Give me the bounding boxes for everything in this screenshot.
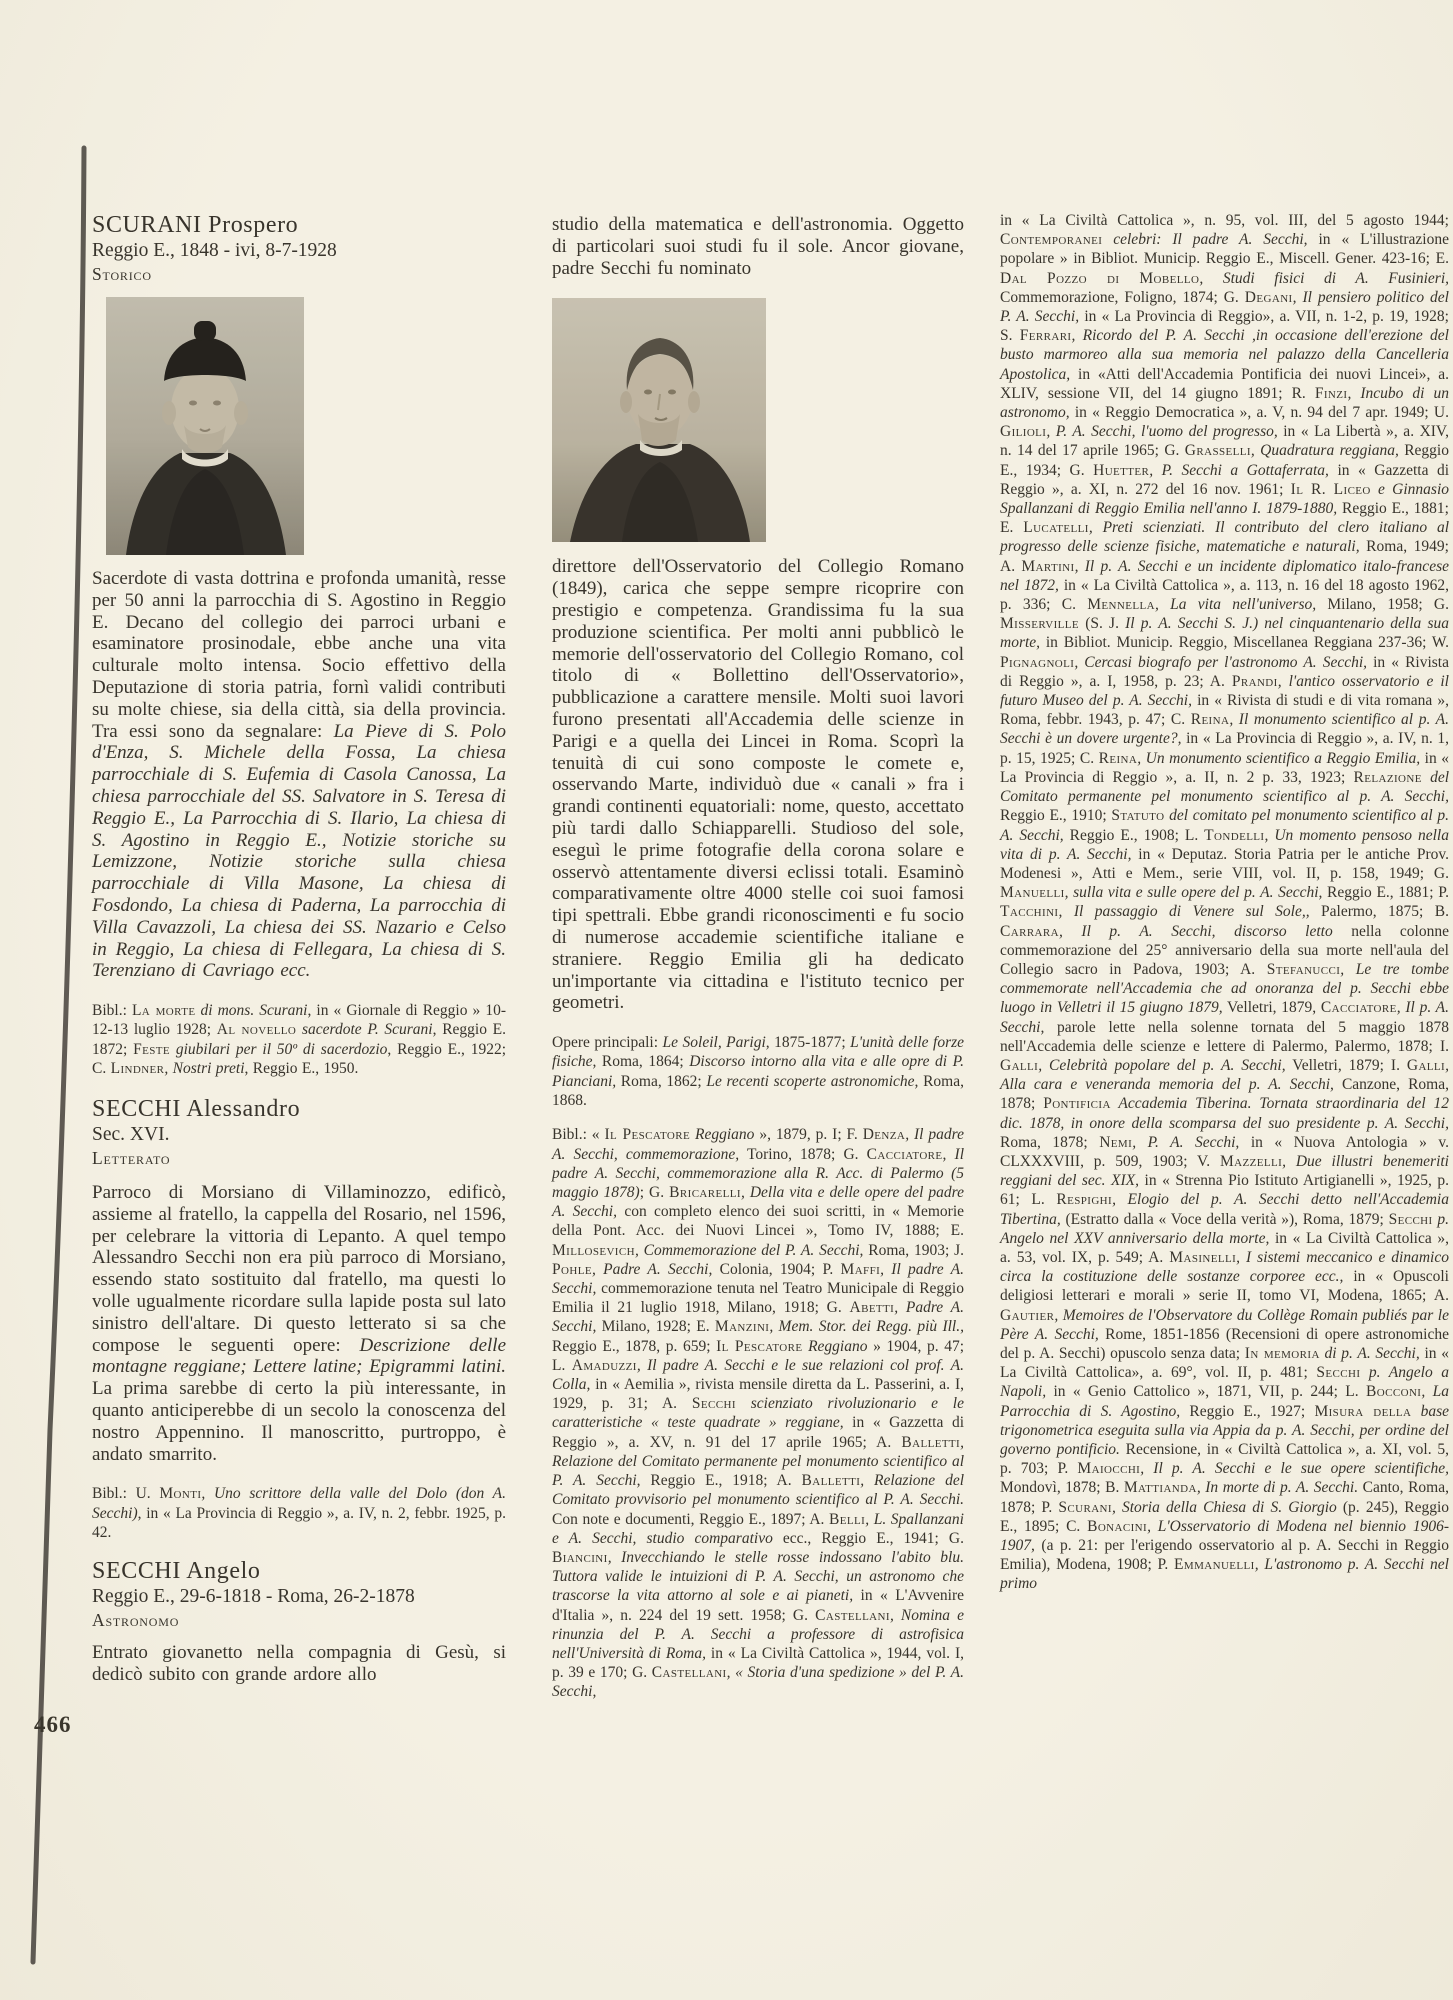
entry-name: SECCHI Angelo	[92, 1557, 261, 1584]
entry-role: Astronomo	[92, 1609, 180, 1630]
entry-dates: Reggio E., 29-6-1818 - Roma, 26-2-1878	[92, 1585, 415, 1607]
entry-paragraph-secchi-alessandro: Parroco di Morsiano di Villaminozzo, edificò, assieme al fratello, la cappella del Rosario, nel 1596, per celebrare la vittoria di Lepanto. A quel tempo Alessandro Secchi non era più parroco di Morsiano, essendo stato sostituito dal fratello, ma questi lo volle ugualmente ricordare sulla lapide posta sul lato sinistro dell'altare. Di questo letterato si sa che compose le seguenti opere: Descrizione delle montagne reggiane; Lettere latine; Epigrammi latini. La prima sarebbe di certo la più interessante, in quanto anticiperebbe di un secolo la conoscenza del nostro Appennino. Il manoscritto, purtroppo, è andato smarrito.	[92, 1181, 507, 1465]
entry-paragraph-secchi-angelo-col1: Entrato giovanetto nella compagnia di Gesù, si dedicò subito con grande ardore allo	[92, 1641, 506, 1685]
bibliography-secchi-angelo-col2: Bibl.: « Il Pescatore Reggiano », 1879, p. I; F. Denza, Il padre A. Secchi, commemorazione, Torino, 1878; G. Cacciatore, Il padre A. Secchi, commemorazione alla R. Acc. di Palermo (5 maggio 1878); G. Bricarelli, Della vita e delle opere del padre A. Secchi, con completo elenco dei suoi scritti, in « Memorie della Pont. Acc. dei Nuovi Lincei », Tomo IV, 1888; E. Millosevich, Commemorazione del P. A. Secchi, Roma, 1903; J. Pohle, Padre A. Secchi, Colonia, 1904; P. Maffi, Il padre A. Secchi, commemorazione tenuta nel Teatro Municipale di Reggio Emilia il 21 luglio 1918, Milano, 1918; G. Abetti, Padre A. Secchi, Milano, 1928; E. Manzini, Mem. Stor. dei Regg. più Ill., Reggio E., 1878, p. 659; Il Pescatore Reggiano » 1904, p. 47; L. Amaduzzi, Il padre A. Secchi e le sue relazioni col prof. A. Colla, in « Aemilia », rivista mensile diretta da L. Passerini, a. I, 1929, p. 31; A. Secchi scienziato rivoluzionario e le caratteristiche « teste quadrate » reggiane, in « Gazzetta di Reggio », a. XV, n. 91 del 17 aprile 1965; A. Balletti, Relazione del Comitato permanente pel monumento scientifico al P. A. Secchi, Reggio E., 1918; A. Balletti, Relazione del Comitato provvisorio pel monumento scientifico al P. A. Secchi. Con note e documenti, Reggio E., 1897; A. Belli, L. Spallanzani e A. Secchi, studio comparativo ecc., Reggio E., 1941; G. Biancini, Invecchiando le stelle rosse indossano l'abito blu. Tuttora valide le intuizioni di P. A. Secchi, un astronomo che trascorse la vita attorno al sole e ai pianeti, in « L'Avvenire d'Italia », n. 224 del 19 sett. 1958; G. Castellani, Nomina e rinunzia del P. A. Secchi a professore di astrofisica nell'Università di Roma, in « La Civiltà Cattolica », 1944, vol. I, p. 39 e 170; G. Castellani, « Storia d'una spedizione » del P. A. Secchi,	[552, 1126, 965, 1701]
bibliography-scurani: Bibl.: La morte di mons. Scurani, in « Giornale di Reggio » 10-12-13 luglio 1928; Al novello sacerdote P. Scurani, Reggio E. 1872; Feste giubilari per il 50º di sacerdozio, Reggio E., 1922; C. Lindner, Nostri preti, Reggio E., 1950.	[92, 1002, 507, 1077]
entry-role: Letterato	[92, 1147, 171, 1168]
portrait-photo-secchi-angelo	[552, 298, 766, 542]
entry-heading-secchi-angelo	[92, 1558, 506, 1632]
portrait-photo-scurani	[106, 297, 304, 555]
entry-role: Storico	[92, 264, 152, 284]
entry-heading-secchi-alessandro	[92, 1096, 506, 1170]
bibliography-secchi-alessandro: Bibl.: U. Monti, Uno scrittore della valle del Dolo (don A. Secchi), in « La Provincia di Reggio », a. IV, n. 2, febbr. 1925, p. 42.	[92, 1485, 506, 1541]
works-list-secchi-angelo: Opere principali: Le Soleil, Parigi, 1875-1877; L'unità delle forze fisiche, Roma, 1864; Discorso intorno alla vita e alle opre di P. Pianciani, Roma, 1862; Le recenti scoperte astronomiche, Roma, 1868.	[552, 1034, 965, 1109]
entry-heading-scurani	[92, 212, 506, 286]
page-number: 466	[34, 1712, 72, 1737]
entry-dates: Reggio E., 1848 - ivi, 8-7-1928	[92, 240, 337, 261]
entry-paragraph-secchi-angelo-col2-top: studio della matematica e dell'astronomia. Oggetto di particolari suoi studi fu il sole. Ancor giovane, padre Secchi fu nominato	[552, 214, 964, 279]
column-middle	[552, 212, 964, 1717]
entry-name: SCURANI Prospero	[92, 212, 299, 238]
entry-paragraph-scurani: Sacerdote di vasta dottrina e profonda umanità, resse per 50 anni la parrocchia di S. Agostino in Reggio E. Decano del collegio dei parroci urbani e esaminatore prosinodale, ebbe anche una vita culturale molto intensa. Socio effettivo della Deputazione di storia patria, fornì validi contributi su molte chiese, sia della città, sia della provincia. Tra essi sono da segnalare: La Pieve di S. Polo d'Enza, S. Michele della Fossa, La chiesa parrocchiale di S. Eufemia di Casola Canossa, La chiesa parrocchiale del SS. Salvatore in S. Teresa di Reggio E., La Parrocchia di S. Ilario, La chiesa di S. Agostino in Reggio E., Notizie storiche su Lemizzone, Notizie storiche sulla chiesa parrocchiale di Villa Masone, La chiesa di Fosdondo, La chiesa di Paderna, La parrocchia di Villa Cavazzoli, La chiesa dei SS. Nazario e Celso in Reggio, La chiesa di Fellegara, La chiesa di S. Terenziano di Cavriago ecc.	[92, 568, 506, 982]
column-right	[1000, 211, 1449, 1609]
column-left	[92, 212, 506, 1705]
entry-name: SECCHI Alessandro	[92, 1095, 301, 1122]
bibliography-secchi-angelo-col3: in « La Civiltà Cattolica », n. 95, vol. III, del 5 agosto 1944; Contemporanei celebri: Il padre A. Secchi, in « L'illustrazione popolare » in Bibliot. Municip. Reggio E., Miscell. Gener. 423-16; E. Dal Pozzo di Mobello, Studi fisici di A. Fusinieri, Commemorazione, Foligno, 1874; G. Degani, Il pensiero politico del P. A. Secchi, in « La Provincia di Reggio», a. VII, n. 1-2, p. 19, 1928; S. Ferrari, Ricordo del P. A. Secchi ,in occasione dell'erezione del busto marmoreo alla sua memoria nel palazzo della Cancelleria Apostolica, in «Atti dell'Accademia Pontificia dei nuovi Lincei», a. XLIV, sessione VII, del 14 giugno 1891; R. Finzi, Incubo di un astronomo, in « Reggio Democratica », a. V, n. 94 del 7 apr. 1949; U. Gilioli, P. A. Secchi, l'uomo del progresso, in « La Libertà », a. XIV, n. 14 del 17 aprile 1965; G. Grasselli, Quadratura reggiana, Reggio E., 1934; G. Huetter, P. Secchi a Gottaferrata, in « Gazzetta di Reggio », a. XI, n. 272 del 16 nov. 1961; Il R. Liceo e Ginnasio Spallanzani di Reggio Emilia nell'anno I. 1879-1880, Reggio E., 1881; E. Lucatelli, Preti scienziati. Il contributo del clero italiano al progresso delle scienze fisiche, matematiche e naturali, Roma, 1949; A. Martini, Il p. A. Secchi e un incidente diplomatico italo-francese nel 1872, in « La Civiltà Cattolica », a. 113, n. 16 del 18 agosto 1962, p. 336; C. Mennella, La vita nell'universo, Milano, 1958; G. Misserville (S. J. Il p. A. Secchi S. J.) nel cinquantenario della sua morte, in Bibliot. Municip. Reggio, Miscellanea Reggiana 237-36; W. Pignagnoli, Cercasi biografo per l'astronomo A. Secchi, in « Rivista di Reggio », a. I, 1958, p. 23; A. Prandi, l'antico osservatorio e il futuro Museo del p. A. Secchi, in « Rivista di studi e di vita romana », Roma, febbr. 1943, p. 47; C. Reina, Il monumento scientifico al p. A. Secchi è un dovere urgente?, in « La Provincia di Reggio », a. IV, n. 1, p. 15, 1925; C. Reina, Un monumento scientifico a Reggio Emilia, in « La Provincia di Reggio », a. II, n. 2 p. 33, 1923; Relazione del Comitato permanente pel monumento scientifico al p. A. Secchi, Reggio E., 1910; Statuto del comitato pel monumento scientifico al p. A. Secchi, Reggio E., 1908; L. Tondelli, Un momento pensoso nella vita di p. A. Secchi, in « Deputaz. Storia Patria per le antiche Prov. Modenesi », Atti e Mem., serie VIII, vol. II, p. 158, 1949; G. Manuelli, sulla vita e sulle opere del p. A. Secchi, Reggio E., 1881; P. Tacchini, Il passaggio di Venere sul Sole,, Palermo, 1875; B. Carrara, Il p. A. Secchi, discorso letto nella colonne commemorazione del 25° anniversario della sua morte nell'aula del Collegio sacro in Padova, 1903; A. Stefanucci, Le tre tombe commemorate nell'Accademia che ad onoranza del p. Secchi ebbe luogo in Velletri il 15 giugno 1879, Velletri, 1879, Cacciatore, Il p. A. Secchi, parole lette nella solenne tornata del 5 maggio 1878 nell'Accademia delle scienze e lettere di Palermo, Palermo, 1878; I. Galli, Celebrità popolare del p. A. Secchi, Velletri, 1879; I. Galli, Alla cara e veneranda memoria del p. A. Secchi, Canzone, Roma, 1878; Pontificia Accademia Tiberina. Tornata straordinaria del 12 dic. 1878, in onore della scomparsa del suo presidente p. A. Secchi, Roma, 1878; Nemi, P. A. Secchi, in « Nuova Antologia » v. CLXXXVIII, p. 509, 1903; V. Mazzelli, Due illustri benemeriti reggiani del sec. XIX, in « Strenna Pio Istituto Artigianelli », 1925, p. 61; L. Respighi, Elogio del p. A. Secchi detto nell'Accademia Tibertina, (Estratto dalla « Voce della verità »), Roma, 1879; Secchi p. Angelo nel XXV anniversario della morte, in « La Civiltà Cattolica », a. 53, vol. IX, p. 549; A. Masinelli, I sistemi meccanico e dinamico circa la costituzione delle sostanze corporee ecc., in « Opuscoli deligiosi letterari e morali » serie II, tomo VI, Modena, 1865; A. Gautier, Memoires de l'Observatore du Collège Romain publiés par le Père A. Secchi, Rome, 1851-1856 (Recensioni di opere astronomiche del p. A. Secchi) opuscolo senza data; In memoria di p. A. Secchi, in « La Civiltà Cattolica», a. 69°, vol. II, p. 481; Secchi p. Angelo a Napoli, in « Genio Cattolico », 1871, VII, p. 244; L. Bocconi, La Parrocchia di S. Agostino, Reggio E., 1927; Misura della base trigonometrica eseguita sulla via Appia da p. A. Secchi, per ordine del governo pontificio. Recensione, in « Civiltà Cattolica », a. XI, vol. 5, p. 703; P. Maiocchi, Il p. A. Secchi e le sue opere scientifiche, Mondovì, 1878; B. Mattianda, In morte di p. A. Secchi. Canto, Roma, 1878; P. Scurani, Storia della Chiesa di S. Giorgio (p. 245), Reggio E., 1895; C. Bonacini, L'Osservatorio di Modena nel biennio 1906-1907, (a p. 21: per l'erigendo osservatorio al p. A. Secchi in Reggio Emilia), Modena, 1908; P. Emmanuelli, L'astronomo p. A. Secchi nel primo	[1000, 212, 1450, 1593]
entry-paragraph-secchi-angelo-col2-main: direttore dell'Osservatorio del Collegio Romano (1849), carica che seppe sempre ricoprire con prestigio e competenza. Grandissima fu la sua produzione scientifica. Per molti anni pubblicò le memorie dell'osservatorio del Collegio Romano, col titolo di « Bollettino dell'Osservatorio», pubblicazione a carattere mensile. Molti suoi lavori furono presentati all'Accademia delle scienze in Parigi e a quella dei Lincei in Roma. Scoprì la tenuità di cui sono composte le comete e, osservando Marte, individuò due « canali » fra i grandi continenti equatoriali: nome, questo, accettato più tardi dallo Schiapparelli. Studioso del sole, eseguì le prime fotografie della corona solare e osservò attentamente diversi eclissi totali. Esaminò comparativamente oltre 4000 stelle coi suoi famosi tipi spettrali. Ebbe grandi riconoscimenti e fu socio di numerose accademie scientifiche italiane e straniere. Reggio Emilia gli ha dedicato un'importante via cittadina e l'istituto tecnico per geometri.	[552, 556, 964, 1014]
entry-dates: Sec. XVI.	[92, 1123, 170, 1145]
